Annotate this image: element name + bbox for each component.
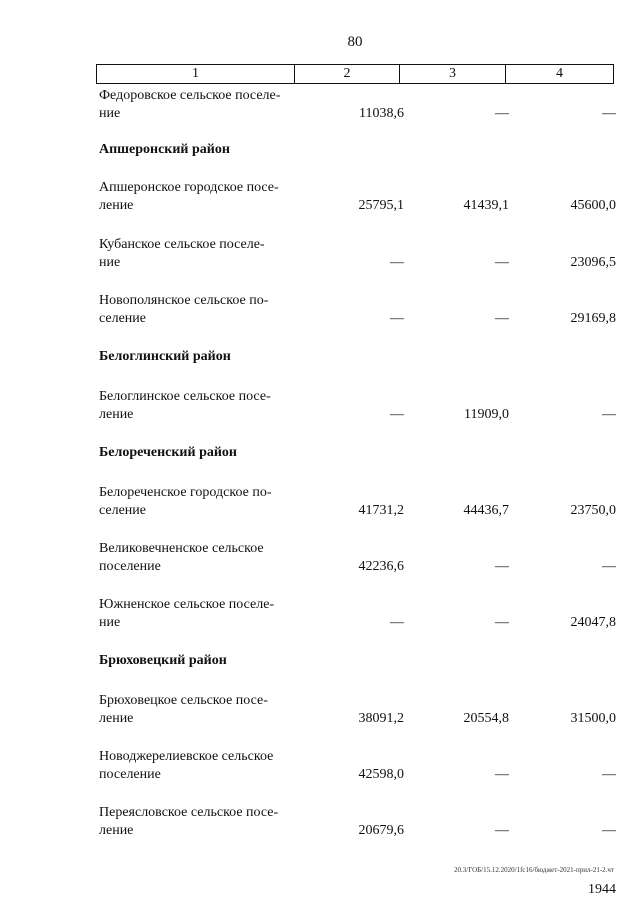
- amount-col-4: —: [602, 106, 616, 121]
- table-row: [0, 179, 640, 219]
- amount-col-2: 42236,6: [358, 559, 404, 574]
- settlement-name-line2: ние: [99, 106, 121, 121]
- column-header-4: 4: [506, 65, 614, 84]
- amount-col-3: 11909,0: [464, 407, 509, 422]
- amount-col-2: 11038,6: [359, 106, 404, 121]
- column-header-3: 3: [400, 65, 506, 84]
- settlement-name-line2: ление: [99, 198, 134, 213]
- amount-col-3: 20554,8: [463, 711, 509, 726]
- table-row: [0, 540, 640, 580]
- settlement-name-line1: Кубанское сельское поселе-: [99, 237, 265, 252]
- amount-col-3: —: [495, 823, 509, 838]
- region-heading-row: [0, 652, 640, 674]
- amount-col-4: 45600,0: [570, 198, 616, 213]
- amount-col-3: 41439,1: [463, 198, 509, 213]
- table-row: [0, 236, 640, 276]
- amount-col-3: —: [495, 255, 509, 270]
- settlement-name-line2: ление: [99, 407, 134, 422]
- settlement-name-line1: Белореченское городское по-: [99, 485, 272, 500]
- settlement-name-line2: ление: [99, 711, 134, 726]
- table-row: [0, 388, 640, 428]
- settlement-name-line2: поселение: [99, 559, 161, 574]
- settlement-name-line1: Брюховецкое сельское посе-: [99, 693, 268, 708]
- settlement-name-line2: ление: [99, 823, 134, 838]
- table-row: [0, 292, 640, 332]
- region-heading-row: [0, 444, 640, 466]
- amount-col-4: 23750,0: [570, 503, 616, 518]
- settlement-name-line2: селение: [99, 503, 146, 518]
- region-heading: Брюховецкий район: [99, 653, 227, 668]
- table-row: [0, 596, 640, 636]
- column-header-row: [97, 65, 614, 84]
- amount-col-4: 29169,8: [570, 311, 616, 326]
- amount-col-3: —: [495, 106, 509, 121]
- amount-col-3: —: [495, 559, 509, 574]
- column-header-table: [96, 64, 614, 84]
- amount-col-2: 20679,6: [358, 823, 404, 838]
- amount-col-4: 31500,0: [570, 711, 616, 726]
- amount-col-2: 41731,2: [358, 503, 404, 518]
- amount-col-2: —: [390, 407, 404, 422]
- column-header-1: 1: [97, 65, 295, 84]
- table-row: [0, 804, 640, 844]
- amount-col-3: —: [495, 311, 509, 326]
- amount-col-3: —: [495, 767, 509, 782]
- column-header-2: 2: [295, 65, 400, 84]
- document-page-number: 1944: [588, 882, 616, 897]
- amount-col-2: —: [390, 311, 404, 326]
- amount-col-3: —: [495, 615, 509, 630]
- amount-col-3: 44436,7: [463, 503, 509, 518]
- amount-col-2: 38091,2: [358, 711, 404, 726]
- settlement-name-line1: Переясловское сельское посе-: [99, 805, 279, 820]
- settlement-name-line1: Великовечненское сельское: [99, 541, 264, 556]
- amount-col-2: 25795,1: [358, 198, 404, 213]
- settlement-name-line1: Новополянское сельское по-: [99, 293, 269, 308]
- table-row: [0, 692, 640, 732]
- amount-col-2: —: [390, 615, 404, 630]
- settlement-name-line1: Федоровское сельское поселе-: [99, 88, 281, 103]
- settlement-name-line1: Южненское сельское поселе-: [99, 597, 275, 612]
- region-heading: Белоглинский район: [99, 349, 231, 364]
- settlement-name-line1: Новоджерелиевское сельское: [99, 749, 274, 764]
- settlement-name-line1: Апшеронское городское посе-: [99, 180, 279, 195]
- region-heading-row: [0, 141, 640, 163]
- page-number: 80: [347, 34, 363, 50]
- table-row: [0, 87, 640, 127]
- region-heading: Апшеронский район: [99, 142, 230, 157]
- region-heading-row: [0, 348, 640, 370]
- amount-col-4: —: [602, 823, 616, 838]
- amount-col-4: —: [602, 407, 616, 422]
- table-row: [0, 748, 640, 788]
- settlement-name-line1: Белоглинское сельское посе-: [99, 389, 271, 404]
- amount-col-4: —: [602, 767, 616, 782]
- table-row: [0, 484, 640, 524]
- region-heading: Белореченский район: [99, 445, 237, 460]
- amount-col-4: 24047,8: [570, 615, 616, 630]
- settlement-name-line2: поселение: [99, 767, 161, 782]
- amount-col-2: —: [390, 255, 404, 270]
- settlement-name-line2: ние: [99, 255, 121, 270]
- settlement-name-line2: ние: [99, 615, 121, 630]
- settlement-name-line2: селение: [99, 311, 146, 326]
- amount-col-2: 42598,0: [358, 767, 404, 782]
- document-code: 20.3/ГОБ/15.12.2020/1fc16/бюджет-2021-прил-21-2.чт: [454, 866, 614, 874]
- amount-col-4: 23096,5: [570, 255, 616, 270]
- amount-col-4: —: [602, 559, 616, 574]
